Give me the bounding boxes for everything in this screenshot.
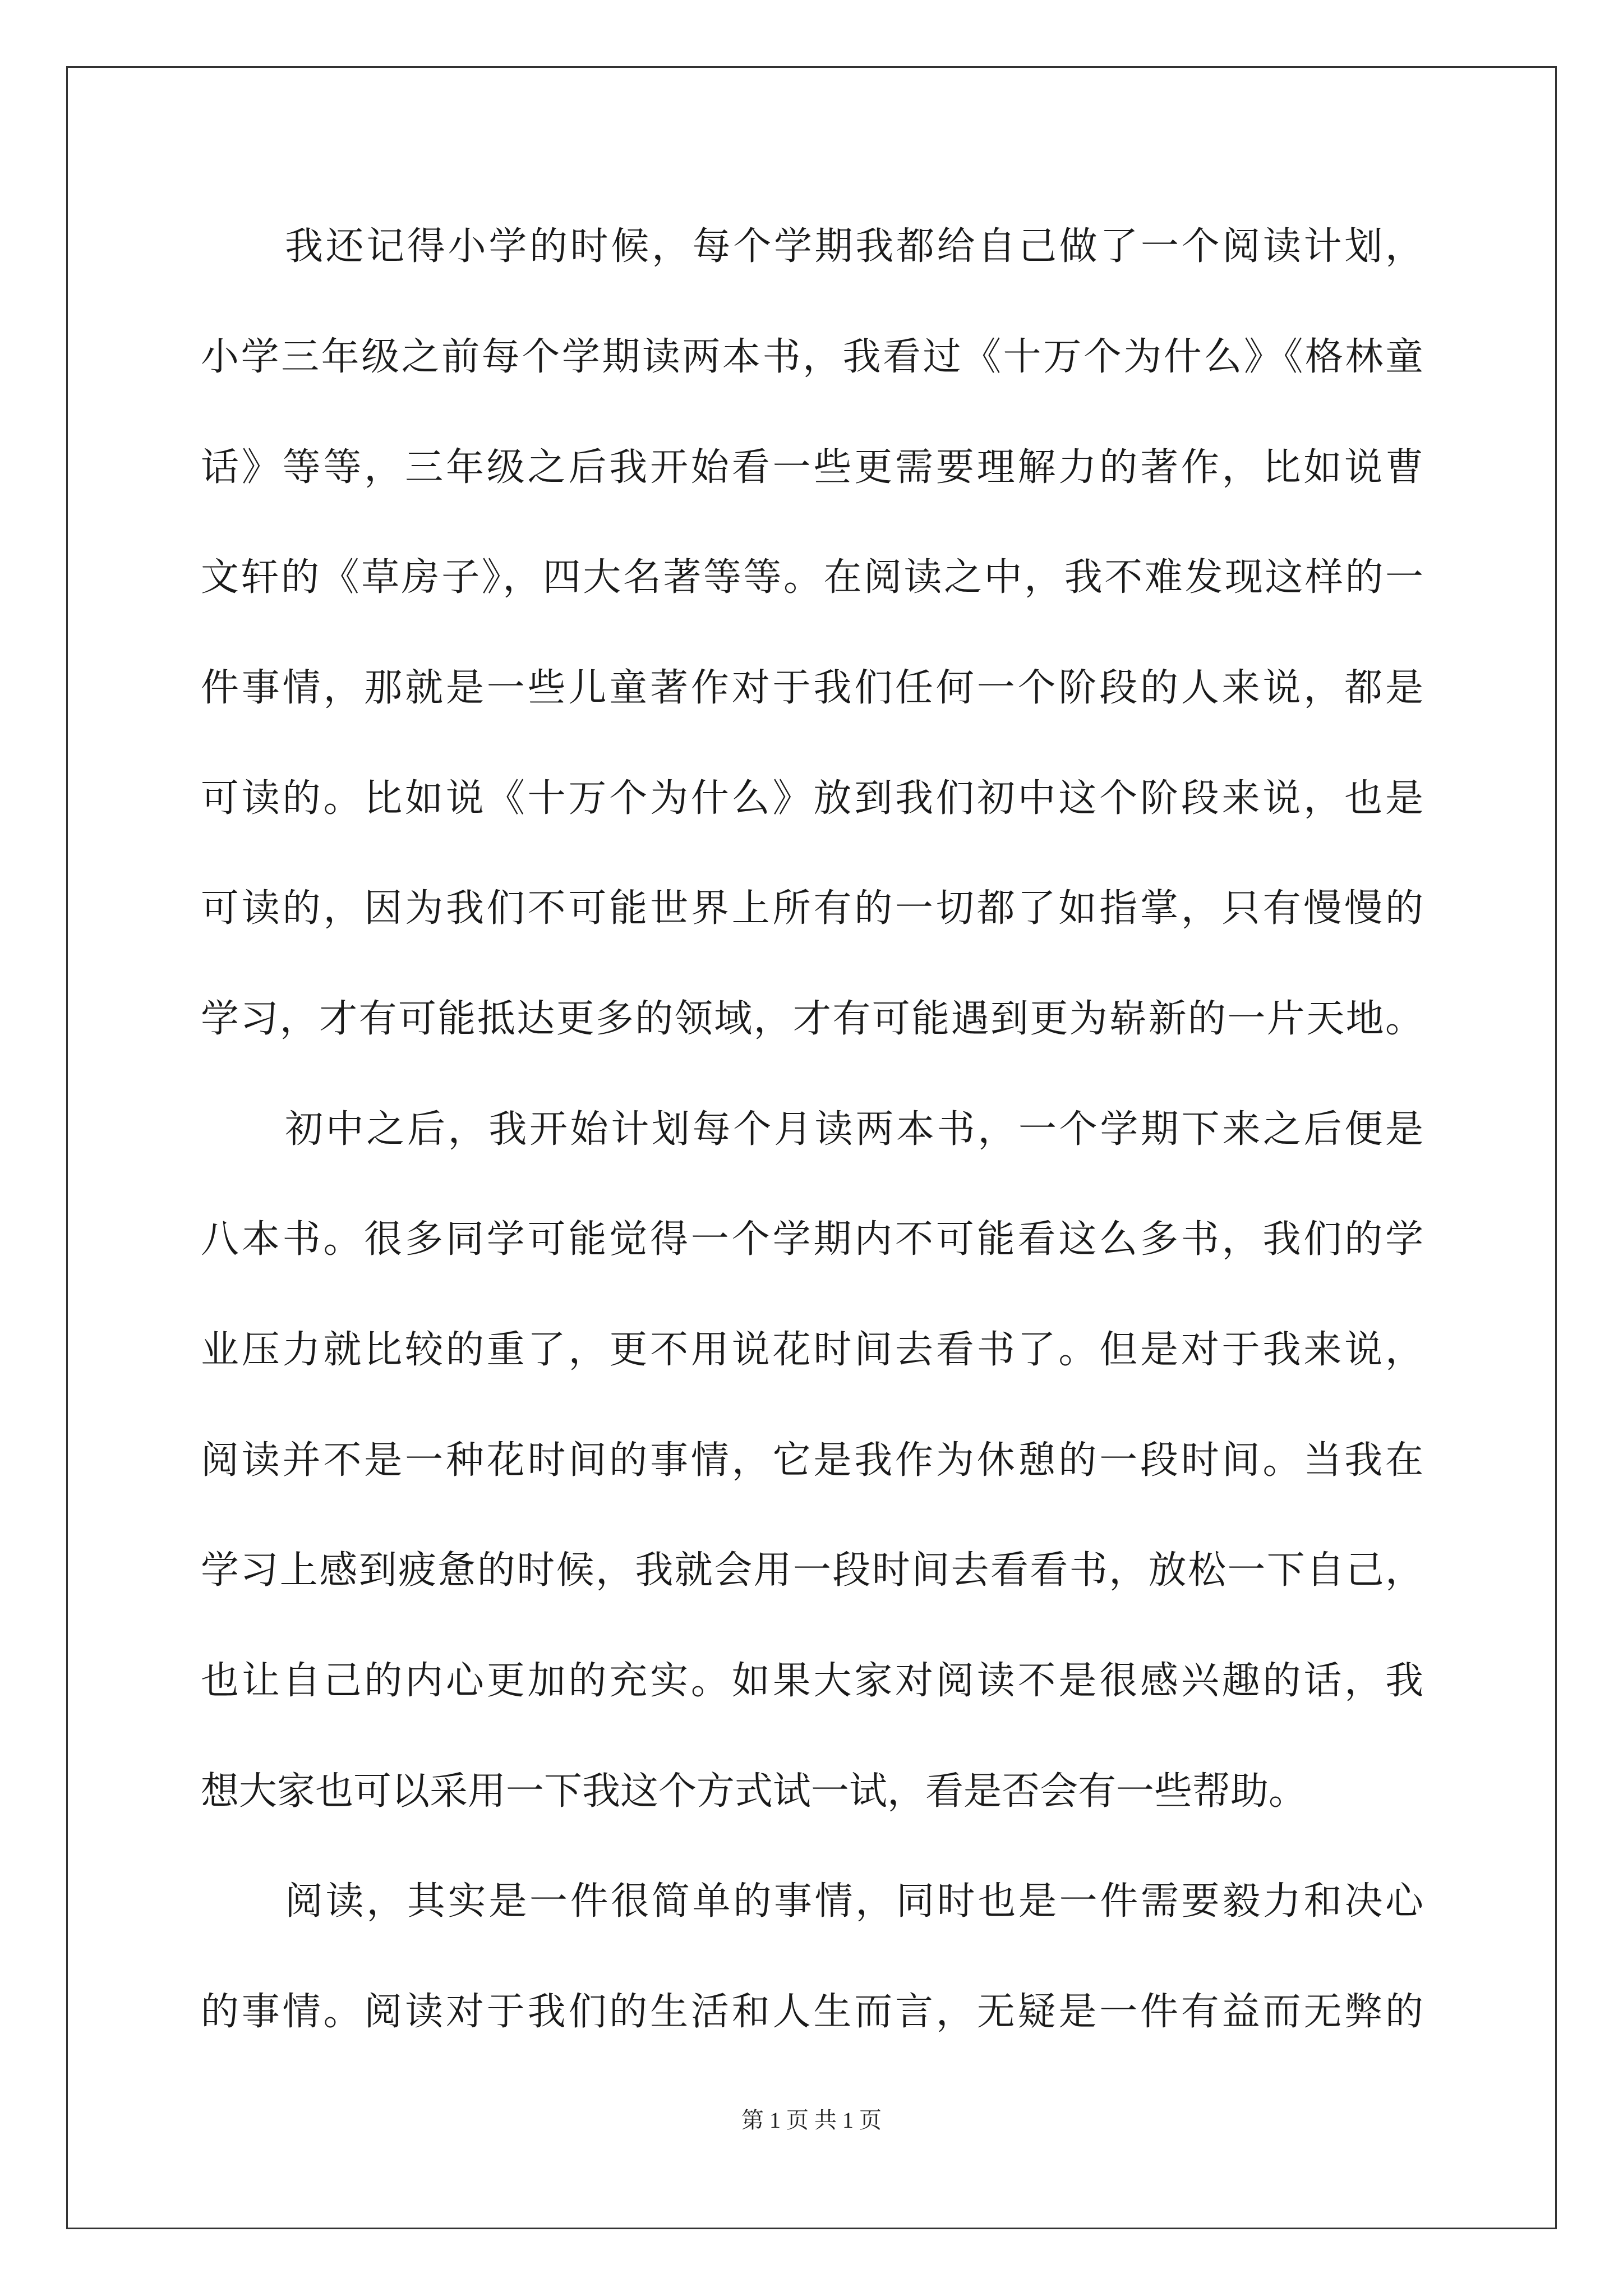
paragraph-2-line-4: 阅读并不是一种花时间的事情，它是我作为休憩的一段时间。当我在 bbox=[201, 1438, 1423, 1483]
paragraph-1-line-1: 我还记得小学的时候，每个学期我都给自己做了一个阅读计划， bbox=[285, 224, 1423, 269]
page-number-footer: 第 1 页 共 1 页 bbox=[741, 2108, 882, 2133]
paragraph-2-line-6: 也让自己的内心更加的充实。如果大家对阅读不是很感兴趣的话，我 bbox=[201, 1659, 1423, 1703]
paragraph-1-line-5: 件事情，那就是一些儿童著作对于我们任何一个阶段的人来说，都是 bbox=[201, 666, 1423, 710]
paragraph-2-line-2: 八本书。很多同学可能觉得一个学期内不可能看这么多书，我们的学 bbox=[201, 1217, 1423, 1262]
paragraph-1-line-3: 话》等等，三年级之后我开始看一些更需要理解力的著作，比如说曹 bbox=[201, 445, 1423, 490]
paragraph-2-line-3: 业压力就比较的重了，更不用说花时间去看书了。但是对于我来说， bbox=[201, 1328, 1423, 1372]
paragraph-3-line-2: 的事情。阅读对于我们的生活和人生而言，无疑是一件有益而无弊的 bbox=[201, 1990, 1423, 2034]
paragraph-1-line-7: 可读的，因为我们不可能世界上所有的一切都了如指掌，只有慢慢的 bbox=[201, 886, 1423, 931]
paragraph-2-line-1: 初中之后，我开始计划每个月读两本书，一个学期下来之后便是 bbox=[285, 1107, 1423, 1152]
paragraph-1-line-2: 小学三年级之前每个学期读两本书，我看过《十万个为什么》《格林童 bbox=[201, 335, 1423, 379]
paragraph-1-line-8: 学习，才有可能抵达更多的领域，才有可能遇到更为崭新的一片天地。 bbox=[201, 997, 1423, 1041]
paragraph-1-line-4: 文轩的《草房子》，四大名著等等。在阅读之中，我不难发现这样的一 bbox=[201, 555, 1423, 600]
paragraph-2-line-5: 学习上感到疲惫的时候，我就会用一段时间去看看书，放松一下自己， bbox=[201, 1548, 1423, 1593]
paragraph-3-line-1: 阅读，其实是一件很简单的事情，同时也是一件需要毅力和决心 bbox=[285, 1879, 1423, 1924]
paragraph-1-line-6: 可读的。比如说《十万个为什么》放到我们初中这个阶段来说，也是 bbox=[201, 776, 1423, 821]
paragraph-2-line-7: 想大家也可以采用一下我这个方式试一试，看是否会有一些帮助。 bbox=[201, 1769, 1307, 1814]
